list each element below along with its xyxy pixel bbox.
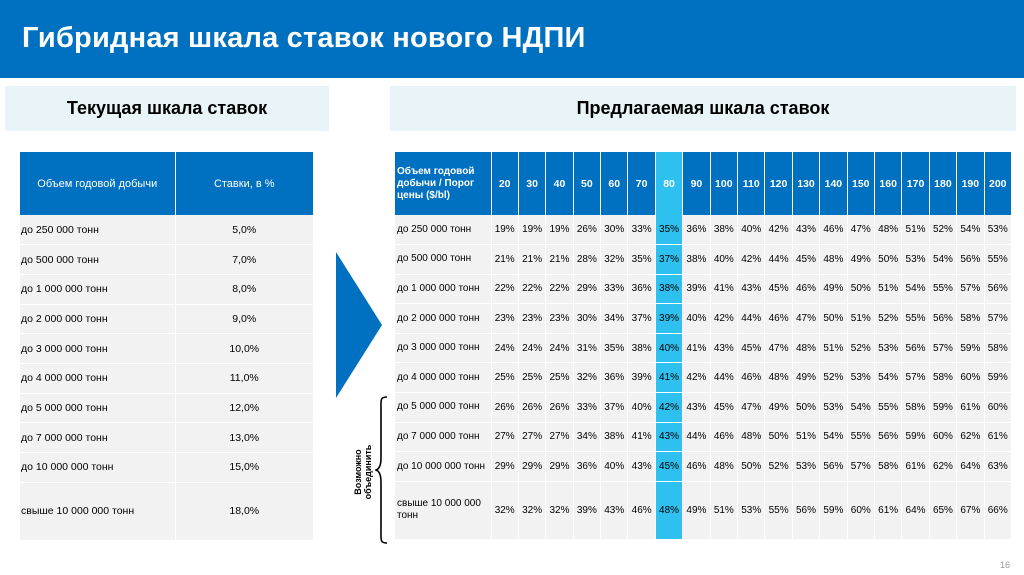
rate-cell: 59% [957,333,984,363]
rate-cell: 62% [929,452,956,482]
rate-cell: 21% [546,245,573,275]
rate-cell: 58% [929,363,956,393]
rate-cell: 55% [902,304,929,334]
rate-cell: 43% [792,215,819,245]
rate-cell: 40% [601,452,628,482]
rate-cell: 26% [491,393,518,423]
rate-cell: 32% [601,245,628,275]
volume-cell: до 2 000 000 тонн [395,304,491,334]
rate-cell: 46% [792,274,819,304]
rate-cell: 34% [573,422,600,452]
rate-cell: 35% [628,245,655,275]
volume-cell: до 250 000 тонн [20,215,175,245]
rate-cell: 46% [738,363,765,393]
price-threshold-header: 170 [902,152,929,215]
rate-cell: 43% [655,422,682,452]
rate-cell: 44% [683,422,710,452]
rate-cell: 56% [902,333,929,363]
table-row [20,334,313,364]
rate-cell: 56% [820,452,847,482]
rate-cell: 24% [518,333,545,363]
rate-cell: 45% [792,245,819,275]
rate-cell: 25% [491,363,518,393]
price-threshold-header: 120 [765,152,792,215]
price-threshold-header: 80 [655,152,682,215]
rate-cell: 28% [573,245,600,275]
rate-cell: 60% [957,363,984,393]
rate-cell: 33% [573,393,600,423]
rate-cell: 49% [847,245,874,275]
rate-cell: 35% [655,215,682,245]
rate-cell: 53% [738,481,765,539]
rate-cell: 40% [683,304,710,334]
rate-cell: 39% [683,274,710,304]
rate-cell: 58% [957,304,984,334]
rate-cell: 29% [518,452,545,482]
rate-cell: 43% [628,452,655,482]
rate-cell: 36% [628,274,655,304]
rate-cell: 60% [847,481,874,539]
rate-cell: 48% [738,422,765,452]
table-row [395,481,1012,539]
rate-cell: 59% [820,481,847,539]
price-threshold-header: 30 [518,152,545,215]
rate-cell: 55% [874,393,901,423]
rate-cell: 52% [847,333,874,363]
proposed-rates-table [395,152,1012,540]
rate-cell: 46% [628,481,655,539]
rate-cell: 39% [655,304,682,334]
rate-cell: 33% [628,215,655,245]
table-row [395,363,1012,393]
rate-cell: 36% [683,215,710,245]
table-row [395,304,1012,334]
rate-cell: 26% [518,393,545,423]
rate-cell: 58% [874,452,901,482]
rate-cell: 53% [874,333,901,363]
rate-cell: 38% [628,333,655,363]
rate-cell: 41% [655,363,682,393]
price-threshold-header: 60 [601,152,628,215]
rate-cell: 37% [655,245,682,275]
rate-cell: 57% [847,452,874,482]
price-threshold-header: 20 [491,152,518,215]
rate-cell: 50% [820,304,847,334]
rate-cell: 45% [655,452,682,482]
price-threshold-header: 150 [847,152,874,215]
rate-cell: 45% [765,274,792,304]
rate-cell: 61% [902,452,929,482]
rate-cell: 22% [546,274,573,304]
rate-cell: 40% [655,333,682,363]
rate-cell: 8,0% [175,274,313,304]
page-title: Гибридная шкала ставок нового НДПИ [22,22,586,54]
volume-cell: до 3 000 000 тонн [395,333,491,363]
table-row [20,482,313,540]
rate-cell: 27% [546,422,573,452]
rate-cell: 53% [847,363,874,393]
volume-cell: до 4 000 000 тонн [395,363,491,393]
volume-cell: до 10 000 000 тонн [20,453,175,483]
volume-cell: до 1 000 000 тонн [395,274,491,304]
table-row [20,304,313,334]
rate-cell: 43% [683,393,710,423]
rate-cell: 60% [929,422,956,452]
table-row [20,393,313,423]
rate-cell: 51% [710,481,737,539]
rate-cell: 37% [628,304,655,334]
table-row [20,274,313,304]
rate-cell: 66% [984,481,1011,539]
rate-cell: 26% [573,215,600,245]
rate-cell: 59% [929,393,956,423]
table-header-row [395,152,1012,215]
table-row [395,333,1012,363]
volume-cell: до 7 000 000 тонн [395,422,491,452]
rate-cell: 41% [683,333,710,363]
rate-cell: 61% [984,422,1011,452]
rate-cell: 46% [710,422,737,452]
rate-cell: 48% [710,452,737,482]
rate-cell: 32% [546,481,573,539]
rate-cell: 50% [765,422,792,452]
rate-cell: 44% [710,363,737,393]
rate-cell: 47% [847,215,874,245]
rate-cell: 43% [710,333,737,363]
rate-cell: 18,0% [175,482,313,540]
rate-cell: 44% [765,245,792,275]
merge-note: Возможно объединить [353,444,373,500]
table-row [395,452,1012,482]
rate-cell: 36% [573,452,600,482]
price-threshold-header: 200 [984,152,1011,215]
rate-cell: 53% [984,215,1011,245]
rate-cell: 25% [518,363,545,393]
rate-cell: 34% [601,304,628,334]
rate-cell: 53% [820,393,847,423]
rate-cell: 30% [601,215,628,245]
rate-cell: 24% [546,333,573,363]
rate-cell: 24% [491,333,518,363]
rate-cell: 50% [874,245,901,275]
rate-cell: 58% [902,393,929,423]
rate-cell: 45% [710,393,737,423]
page-number: 16 [999,560,1010,570]
price-threshold-header: 160 [874,152,901,215]
table-row [395,245,1012,275]
rate-cell: 57% [902,363,929,393]
price-threshold-header: 110 [738,152,765,215]
rate-cell: 56% [929,304,956,334]
rate-cell: 25% [546,363,573,393]
volume-cell: до 2 000 000 тонн [20,304,175,334]
rate-cell: 54% [874,363,901,393]
rate-cell: 56% [792,481,819,539]
rate-cell: 54% [820,422,847,452]
rate-cell: 67% [957,481,984,539]
price-threshold-header: 100 [710,152,737,215]
rate-cell: 59% [984,363,1011,393]
rate-cell: 13,0% [175,423,313,453]
rate-cell: 52% [929,215,956,245]
volume-cell: до 250 000 тонн [395,215,491,245]
rate-cell: 23% [546,304,573,334]
rate-cell: 61% [874,481,901,539]
rate-cell: 42% [710,304,737,334]
rate-cell: 48% [792,333,819,363]
volume-cell: до 5 000 000 тонн [20,393,175,423]
current-rates-table [20,152,313,541]
rate-cell: 38% [710,215,737,245]
rate-cell: 64% [902,481,929,539]
rate-cell: 29% [573,274,600,304]
rate-cell: 19% [546,215,573,245]
rate-cell: 29% [546,452,573,482]
rate-cell: 50% [792,393,819,423]
price-threshold-header: 140 [820,152,847,215]
rate-cell: 51% [792,422,819,452]
rate-cell: 23% [491,304,518,334]
volume-cell: до 10 000 000 тонн [395,452,491,482]
rate-cell: 48% [765,363,792,393]
row-header-label: Объем годовой добычи / Порог цены ($/bl) [395,152,491,215]
volume-cell: до 1 000 000 тонн [20,274,175,304]
rate-cell: 49% [765,393,792,423]
rate-cell: 54% [929,245,956,275]
rate-cell: 32% [518,481,545,539]
rate-cell: 7,0% [175,245,313,275]
rate-cell: 22% [491,274,518,304]
table-row [395,422,1012,452]
rate-cell: 50% [847,274,874,304]
rate-cell: 51% [847,304,874,334]
rate-cell: 26% [546,393,573,423]
table-header-row [20,152,313,215]
rate-cell: 21% [491,245,518,275]
rate-cell: 46% [683,452,710,482]
volume-cell: до 7 000 000 тонн [20,423,175,453]
rate-cell: 64% [957,452,984,482]
table-row [395,274,1012,304]
rate-cell: 48% [874,215,901,245]
table-row [20,363,313,393]
rate-cell: 53% [792,452,819,482]
rate-cell: 49% [820,274,847,304]
rate-cell: 36% [601,363,628,393]
rate-cell: 47% [792,304,819,334]
volume-cell: до 5 000 000 тонн [395,393,491,423]
rate-cell: 41% [710,274,737,304]
rate-cell: 12,0% [175,393,313,423]
rate-cell: 32% [491,481,518,539]
table-row [20,215,313,245]
rate-cell: 42% [738,245,765,275]
rate-cell: 15,0% [175,453,313,483]
rate-cell: 58% [984,333,1011,363]
rate-cell: 47% [738,393,765,423]
rate-cell: 39% [628,363,655,393]
volume-cell: свыше 10 000 000 тонн [395,481,491,539]
rate-cell: 49% [792,363,819,393]
rate-cell: 21% [518,245,545,275]
volume-cell: до 3 000 000 тонн [20,334,175,364]
rate-cell: 31% [573,333,600,363]
table-row [395,215,1012,245]
rate-cell: 40% [628,393,655,423]
arrow-right-icon [336,252,384,398]
rate-cell: 56% [957,245,984,275]
rate-cell: 52% [765,452,792,482]
volume-cell: до 4 000 000 тонн [20,363,175,393]
rate-cell: 54% [847,393,874,423]
price-threshold-header: 90 [683,152,710,215]
rate-cell: 56% [874,422,901,452]
rate-cell: 40% [738,215,765,245]
rate-cell: 55% [929,274,956,304]
rate-cell: 41% [628,422,655,452]
current-scale-header: Текущая шкала ставок [5,86,329,131]
rate-cell: 56% [984,274,1011,304]
price-threshold-header: 130 [792,152,819,215]
price-threshold-header: 40 [546,152,573,215]
rate-cell: 54% [902,274,929,304]
volume-cell: до 500 000 тонн [20,245,175,275]
rate-cell: 51% [902,215,929,245]
rate-cell: 46% [820,215,847,245]
rate-cell: 40% [710,245,737,275]
table-row [20,423,313,453]
rate-cell: 62% [957,422,984,452]
rate-cell: 57% [957,274,984,304]
rate-cell: 19% [518,215,545,245]
rate-cell: 29% [491,452,518,482]
rate-cell: 42% [765,215,792,245]
rate-cell: 54% [957,215,984,245]
table-row [395,393,1012,423]
rate-cell: 37% [601,393,628,423]
rate-cell: 27% [491,422,518,452]
price-threshold-header: 50 [573,152,600,215]
rate-cell: 63% [984,452,1011,482]
rate-cell: 55% [847,422,874,452]
rate-cell: 10,0% [175,334,313,364]
rate-cell: 38% [655,274,682,304]
rate-cell: 35% [601,333,628,363]
rate-cell: 55% [984,245,1011,275]
rate-cell: 5,0% [175,215,313,245]
rate-cell: 46% [765,304,792,334]
rate-cell: 44% [738,304,765,334]
rate-cell: 52% [874,304,901,334]
proposed-scale-header: Предлагаемая шкала ставок [390,86,1016,131]
rate-cell: 60% [984,393,1011,423]
volume-cell: свыше 10 000 000 тонн [20,482,175,540]
rate-cell: 57% [929,333,956,363]
rate-cell: 50% [738,452,765,482]
rate-cell: 53% [902,245,929,275]
rate-cell: 22% [518,274,545,304]
rate-cell: 47% [765,333,792,363]
rate-cell: 49% [683,481,710,539]
rate-cell: 45% [738,333,765,363]
price-threshold-header: 190 [957,152,984,215]
rate-cell: 19% [491,215,518,245]
volume-cell: до 500 000 тонн [395,245,491,275]
rate-cell: 55% [765,481,792,539]
rate-cell: 59% [902,422,929,452]
rate-cell: 61% [957,393,984,423]
rate-cell: 9,0% [175,304,313,334]
rate-cell: 38% [683,245,710,275]
rate-cell: 32% [573,363,600,393]
table-row [20,453,313,483]
rate-cell: 33% [601,274,628,304]
rate-cell: 52% [820,363,847,393]
rate-cell: 57% [984,304,1011,334]
title-bar [0,0,1024,78]
rate-cell: 48% [820,245,847,275]
rate-cell: 38% [601,422,628,452]
price-threshold-header: 70 [628,152,655,215]
table-row [20,245,313,275]
column-header-volume: Объем годовой добычи [20,152,175,215]
rate-cell: 30% [573,304,600,334]
rate-cell: 42% [655,393,682,423]
rate-cell: 51% [820,333,847,363]
rate-cell: 51% [874,274,901,304]
rate-cell: 11,0% [175,363,313,393]
rate-cell: 39% [573,481,600,539]
column-header-rates: Ставки, в % [175,152,313,215]
rate-cell: 27% [518,422,545,452]
price-threshold-header: 180 [929,152,956,215]
curly-brace-icon [375,396,389,544]
rate-cell: 43% [601,481,628,539]
rate-cell: 42% [683,363,710,393]
rate-cell: 23% [518,304,545,334]
rate-cell: 48% [655,481,682,539]
rate-cell: 43% [738,274,765,304]
rate-cell: 65% [929,481,956,539]
